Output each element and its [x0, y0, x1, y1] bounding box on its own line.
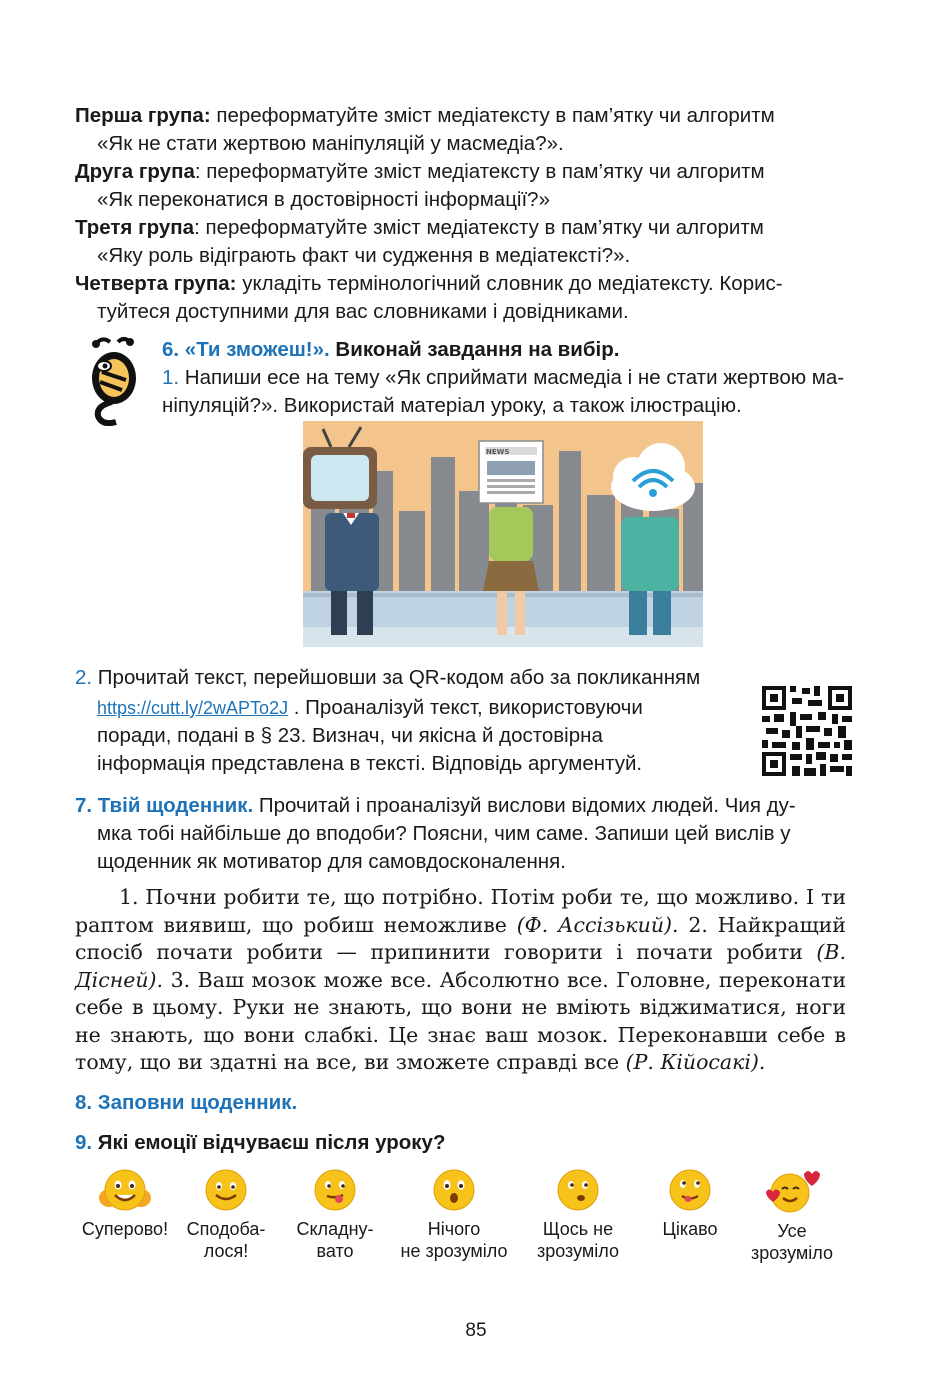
- task-6-title: Виконай завдання на вибір.: [329, 338, 620, 361]
- qr-code[interactable]: [762, 686, 852, 776]
- emotion-liked[interactable]: [166, 1168, 286, 1262]
- group-4: [75, 270, 865, 326]
- quote-1-author: (Ф. Ассізький).: [516, 912, 679, 937]
- thinking-face-icon: [554, 1168, 602, 1212]
- group-text-cont: «Яку роль відіграють факт чи судження в медіатексті?».: [97, 244, 631, 267]
- task-text-cont: щоденник як мотиватор для самовдосконалення.: [97, 850, 566, 873]
- page-number: 85: [465, 1320, 487, 1341]
- item-number: 2.: [75, 666, 93, 689]
- group-text: переформатуйте зміст медіатексту в пам’ятку чи алгоритм: [210, 104, 775, 127]
- task-8-title: 8. Заповни щоденник.: [75, 1091, 298, 1114]
- emotion-not-understood[interactable]: [394, 1168, 514, 1262]
- group-tasks: [75, 102, 865, 326]
- task-7-title: 7. Твій щоденник.: [75, 794, 254, 817]
- group-1: [75, 102, 865, 158]
- task-7: [75, 792, 865, 876]
- group-text-cont: «Як переконатися в достовірності інформації?»: [97, 188, 550, 211]
- task-9-number: 9.: [75, 1131, 93, 1154]
- item-text-cont: інформація представлена в тексті. Відповідь аргументуй.: [97, 752, 643, 775]
- group-3: [75, 214, 865, 270]
- task-6-item-2: [75, 664, 755, 778]
- task-9-title: Які емоції відчуваєш після уроку?: [92, 1131, 446, 1154]
- bee-mascot-icon: [82, 336, 152, 426]
- quote-3-author: (Р. Кійосакі).: [625, 1050, 766, 1074]
- tongue-face-icon: [311, 1168, 359, 1212]
- group-name: Третя група: [75, 216, 195, 239]
- quote-2: 2. Найкращий спосіб почати робити — припинити говорити і почати робити: [75, 912, 846, 964]
- thumbs-up-smiley-icon: [95, 1168, 155, 1212]
- task-text-cont: мка тобі найбільше до вподоби? Поясни, чим саме. Запиши цей вислів у: [97, 822, 791, 845]
- group-name: Друга група: [75, 160, 195, 183]
- emotion-all-understood[interactable]: [732, 1168, 852, 1264]
- group-text: : переформатуйте зміст медіатексту в пам’ятку чи алгоритм: [194, 216, 764, 239]
- quotes-paragraph: [75, 884, 846, 1077]
- emotion-label-cont: лося!: [203, 1241, 249, 1261]
- group-text: укладіть термінологічний словник до медіатексту. Корис-: [236, 272, 783, 295]
- group-name: Перша група:: [75, 104, 211, 127]
- task-6: [162, 336, 862, 420]
- group-text-cont: «Як не стати жертвою маніпуляцій у масмедіа?».: [97, 132, 564, 155]
- quote-1: 1. Почни робити те, що потрібно. Потім роби те, що можливо. І ти раптом виявиш, що робиш неможливе: [75, 885, 846, 937]
- group-2: [75, 158, 865, 214]
- item-text: Напиши есе на тему «Як сприймати масмедіа і не стати жертвою ма-: [179, 366, 845, 389]
- task-6-number: 6. «Ти зможеш!».: [162, 338, 330, 361]
- group-text-cont: туйтеся доступними для вас словниками і довідниками.: [97, 300, 629, 323]
- emotion-label: Усе: [777, 1221, 807, 1241]
- news-sign-text: NEWS: [486, 448, 510, 456]
- task-9: [75, 1129, 445, 1157]
- emotion-label-cont: зрозуміло: [750, 1243, 833, 1263]
- item-text-cont: поради, подані в § 23. Визнач, чи якісна й достовірна: [97, 724, 603, 747]
- item-text-cont: ніпуляцій?». Використай матеріал уроку, а також ілюстрацію.: [162, 394, 742, 417]
- surprised-face-icon: [430, 1168, 478, 1212]
- item-text: . Проаналізуй текст, використовуючи: [288, 696, 643, 719]
- curious-face-icon: [666, 1168, 714, 1212]
- emotion-label: Суперово!: [81, 1219, 169, 1239]
- quote-2-author: (В. Дісней).: [75, 940, 846, 992]
- emotion-label-cont: не зрозуміло: [400, 1241, 508, 1261]
- emotion-label: Цікаво: [662, 1219, 718, 1239]
- task-text: Прочитай і проаналізуй вислови відомих людей. Чия ду-: [253, 794, 796, 817]
- group-name: Четверта група:: [75, 272, 237, 295]
- emotion-label: Нічого: [427, 1219, 481, 1239]
- emotion-difficult[interactable]: [275, 1168, 395, 1262]
- media-illustration: [303, 421, 703, 647]
- group-text: : переформатуйте зміст медіатексту в пам’ятку чи алгоритм: [194, 160, 765, 183]
- emotion-label-cont: вато: [316, 1241, 354, 1261]
- emotion-partly-understood[interactable]: [518, 1168, 638, 1262]
- item-text: Прочитай текст, перейшовши за QR-кодом або за покликанням: [92, 666, 701, 689]
- emotion-label-cont: зрозуміло: [536, 1241, 619, 1261]
- emotion-label: Сподоба-: [186, 1219, 266, 1239]
- smiling-face-icon: [202, 1168, 250, 1212]
- item-number: 1.: [162, 366, 180, 389]
- heart-face-icon: [762, 1168, 822, 1214]
- emotion-label: Складну-: [296, 1219, 374, 1239]
- emotion-label: Щось не: [542, 1219, 614, 1239]
- quote-3: 3. Ваш мозок може все. Абсолютно все. Головне, переконати себе в цьому. Руки не знають, що вони не вміють віджиматися, ноги не знають, що вони слабкі. Це знає ваш мозок. Переконавши себе в тому, що ви здатні на все, ви зможете справді все: [75, 967, 846, 1074]
- short-link[interactable]: https://cutt.ly/2wAPTo2J: [97, 698, 289, 718]
